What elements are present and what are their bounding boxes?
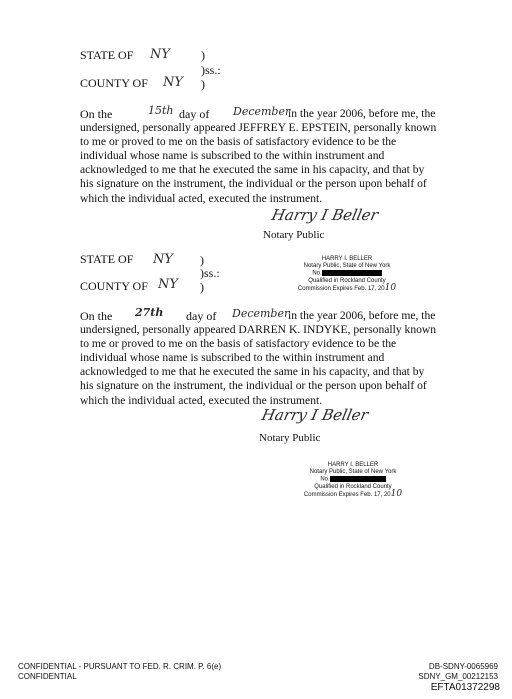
stamp-number: No.	[289, 476, 417, 484]
paragraph-line: his signature on the instrument, the individual or the person upon behalf of	[80, 177, 427, 191]
stamp-qualified: Qualified in Rockland County	[314, 484, 392, 491]
ss-label: )ss.:	[200, 266, 220, 280]
ss-label: )ss.:	[201, 63, 221, 77]
county-label: COUNTY OF	[80, 76, 148, 90]
paragraph-line: individual whose name is subscribed to the within instrument and	[80, 351, 385, 365]
paragraph-line: which the individual acted, executed the instrument.	[80, 393, 323, 407]
day-of-label: day of	[179, 107, 210, 121]
signature: Harry I Beller	[270, 206, 380, 224]
stamp-title: Notary Public, State of New York	[309, 469, 397, 476]
footer-bates-sdny: SDNY_GM_00212153	[418, 672, 498, 681]
stamp-year-handwritten: 10	[384, 283, 397, 294]
paragraph-line: to me or proved to me on the basis of satisfactory evidence to be the	[80, 337, 397, 351]
day-of-label: day of	[186, 309, 217, 323]
paragraph-line: acknowledged to me that he executed the same in his capacity, and that by	[80, 365, 425, 379]
day-handwritten: 27th	[135, 306, 164, 319]
paragraph-line: individual whose name is subscribed to the within instrument and	[80, 149, 385, 163]
paragraph-line: his signature on the instrument, the individual or the person upon behalf of	[80, 379, 427, 393]
notary-public-label: Notary Public	[259, 432, 321, 444]
stamp-expires: Commission Expires Feb. 17, 2010	[303, 489, 403, 500]
paragraph-body	[80, 309, 440, 408]
stamp-expires: Commission Expires Feb. 17, 2010	[297, 283, 397, 294]
paren: )	[200, 280, 204, 294]
day-handwritten: 15th	[148, 104, 174, 117]
paren: )	[201, 77, 205, 91]
paragraph-line: undersigned, personally appeared DARREN K. INDYKE, personally known	[80, 323, 437, 337]
stamp-number: No.	[282, 270, 412, 278]
county-handwritten: NY	[163, 75, 183, 90]
paragraph-line: in the year 2006, before me, the	[288, 107, 436, 120]
state-label: STATE OF	[80, 48, 134, 62]
state-handwritten: NY	[150, 47, 170, 62]
signature: Harry I Beller	[260, 406, 370, 424]
footer-confidential-notice: CONFIDENTIAL - PURSUANT TO FED. R. CRIM. P. 6(e)	[18, 662, 222, 671]
redaction-bar	[330, 476, 386, 482]
month-handwritten: December	[232, 307, 290, 320]
notary-stamp-1	[282, 256, 412, 294]
on-the-label: On the	[80, 107, 113, 121]
paragraph-body	[80, 107, 440, 206]
state-handwritten: NY	[153, 252, 173, 267]
footer-bates-db: DB-SDNY-0065969	[428, 662, 498, 671]
paragraph-line: acknowledged to me that he executed the same in his capacity, and that by	[80, 163, 425, 177]
county-label: COUNTY OF	[80, 279, 148, 293]
stamp-title: Notary Public, State of New York	[303, 263, 391, 270]
state-label: STATE OF	[80, 252, 134, 266]
footer-confidential: CONFIDENTIAL	[18, 672, 77, 681]
notary-public-label: Notary Public	[263, 229, 325, 241]
stamp-name: HARRY I. BELLER	[327, 462, 379, 468]
paragraph-line: which the individual acted, executed the instrument.	[80, 191, 323, 205]
paren: )	[201, 48, 205, 62]
stamp-qualified: Qualified in Rockland County	[308, 278, 386, 285]
paragraph-line: undersigned, personally appeared JEFFREY E. EPSTEIN, personally known	[80, 121, 437, 135]
notary-stamp-2	[289, 462, 417, 500]
footer-efta-number: EFTA01372298	[430, 682, 500, 693]
stamp-name: HARRY I. BELLER	[321, 256, 373, 262]
paragraph-line: in the year 2006, before me, the	[288, 309, 436, 322]
paren: )	[200, 253, 204, 267]
month-handwritten: December	[233, 105, 291, 118]
paragraph-line: to me or proved to me on the basis of satisfactory evidence to be the	[80, 135, 397, 149]
on-the-label: On the	[80, 309, 113, 323]
redaction-bar	[322, 270, 382, 276]
county-handwritten: NY	[158, 277, 178, 292]
stamp-year-handwritten: 10	[390, 489, 403, 500]
